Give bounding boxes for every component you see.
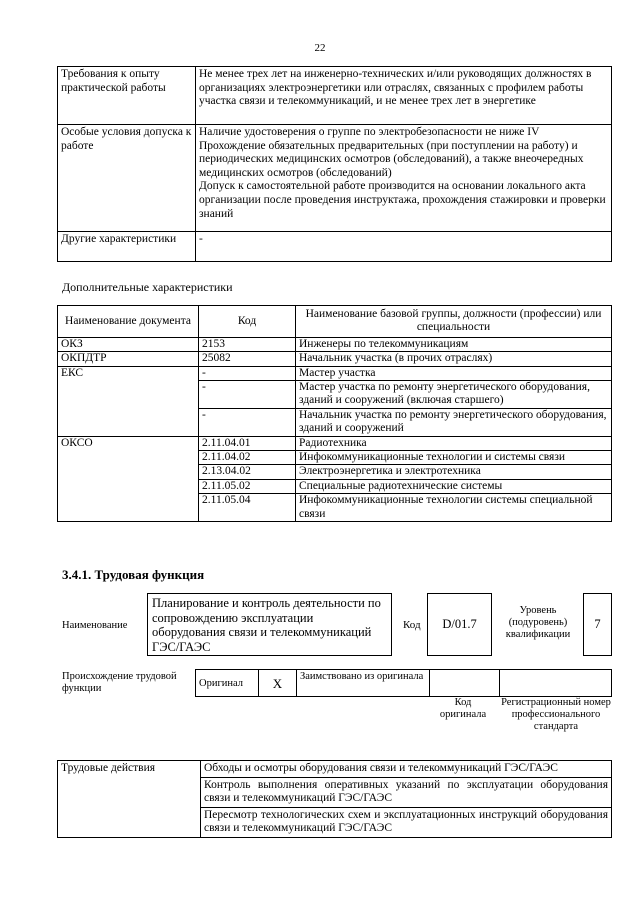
- table-row: [196, 670, 612, 697]
- row-label: Особые условия допуска к работе: [58, 125, 196, 232]
- function-code-box: D/01.7: [427, 593, 492, 656]
- table-header-row: [58, 306, 612, 338]
- additional-characteristics-caption: Дополнительные характеристики: [62, 280, 233, 294]
- table-row: - Мастер участка по ремонту энергетического оборудования, зданий и сооружений (включая старшего): [58, 381, 612, 409]
- requirements-table: [57, 66, 612, 262]
- header-code: Код: [199, 306, 296, 338]
- table-row: [58, 125, 612, 232]
- table-row: [58, 67, 612, 125]
- header-name: Наименование базовой группы, должности (профессии) или специальности: [296, 306, 612, 338]
- level-value-box: 7: [583, 593, 612, 656]
- table-row: 2.11.05.04 Инфокоммуникационные технологии системы специальной связи: [58, 494, 612, 522]
- page-number: 22: [314, 42, 326, 54]
- reg-number-caption: Регистрационный номер профессионального стандарта: [501, 697, 611, 732]
- labor-action-item: Пересмотр технологических схем и эксплуатационных инструкций оборудования связи и телекоммуникаций ГЭС/ГАЭС: [201, 807, 612, 837]
- table-row: ОКСО 2.11.04.01 Радиотехника: [58, 436, 612, 450]
- labor-action-item: Контроль выполнения оперативных указаний по эксплуатации оборудования связи и телекоммуникаций ГЭС/ГАЭС: [201, 777, 612, 807]
- origin-table: [195, 669, 612, 697]
- table-row: [58, 232, 612, 262]
- original-mark-cell: X: [259, 670, 297, 697]
- header-doc: Наименование документа: [58, 306, 199, 338]
- table-row: ОКПДТР 25082 Начальник участка (в прочих отраслях): [58, 352, 612, 366]
- table-row: 2.13.04.02 Электроэнергетика и электротехника: [58, 465, 612, 479]
- code-original-caption: Код оригинала: [439, 697, 487, 720]
- table-row: 2.11.05.02 Специальные радиотехнические системы: [58, 479, 612, 493]
- row-label: Требования к опыту практической работы: [58, 67, 196, 125]
- labor-actions-label: Трудовые действия: [58, 761, 201, 838]
- table-row: ЕКС - Мастер участка: [58, 366, 612, 380]
- function-heading: 3.4.1. Трудовая функция: [62, 567, 205, 582]
- level-label: Уровень (подуровень) квалификации: [505, 605, 571, 640]
- table-row: ОКЗ 2153 Инженеры по телекоммуникациям: [58, 337, 612, 351]
- row-value: -: [196, 232, 612, 262]
- function-name-box: Планирование и контроль деятельности по сопровождению эксплуатации оборудования связи и телекоммуникаций ГЭС/ГАЭС: [147, 593, 392, 656]
- labor-actions-table: [57, 760, 612, 838]
- original-label-cell: Оригинал: [196, 670, 259, 697]
- origin-label: Происхождение трудовой функции: [62, 671, 177, 694]
- row-value: Наличие удостоверения о группе по электробезопасности не ниже IV Прохождение обязательных предварительных (при поступлении на работу) и периодических медицинских осмотров (обследований), а также внеочередных медицинских осмотров (обследований) Допуск к самостоятельной работе производится на основании локального акта организации после проведения инструктажа, прохождения стажировки и проверки знаний: [196, 125, 612, 232]
- reg-number-cell: [500, 670, 612, 697]
- borrowed-label-cell: Заимствовано из оригинала: [297, 670, 430, 697]
- additional-characteristics-table: [57, 305, 612, 522]
- name-label: Наименование: [62, 620, 128, 631]
- code-label: Код: [403, 619, 421, 631]
- table-row: 2.11.04.02 Инфокоммуникационные технологии и системы связи: [58, 451, 612, 465]
- table-row: [58, 761, 612, 778]
- table-row: - Начальник участка по ремонту энергетического оборудования, зданий и сооружений: [58, 408, 612, 436]
- code-original-cell: [430, 670, 500, 697]
- row-label: Другие характеристики: [58, 232, 196, 262]
- row-value: Не менее трех лет на инженерно-технических и/или руководящих должностях в организациях электроэнергетики или отраслях, связанных с профилем работы участка связи и телекоммуникаций, и не менее трех лет в энергетике: [196, 67, 612, 125]
- labor-action-item: Обходы и осмотры оборудования связи и телекоммуникаций ГЭС/ГАЭС: [201, 761, 612, 778]
